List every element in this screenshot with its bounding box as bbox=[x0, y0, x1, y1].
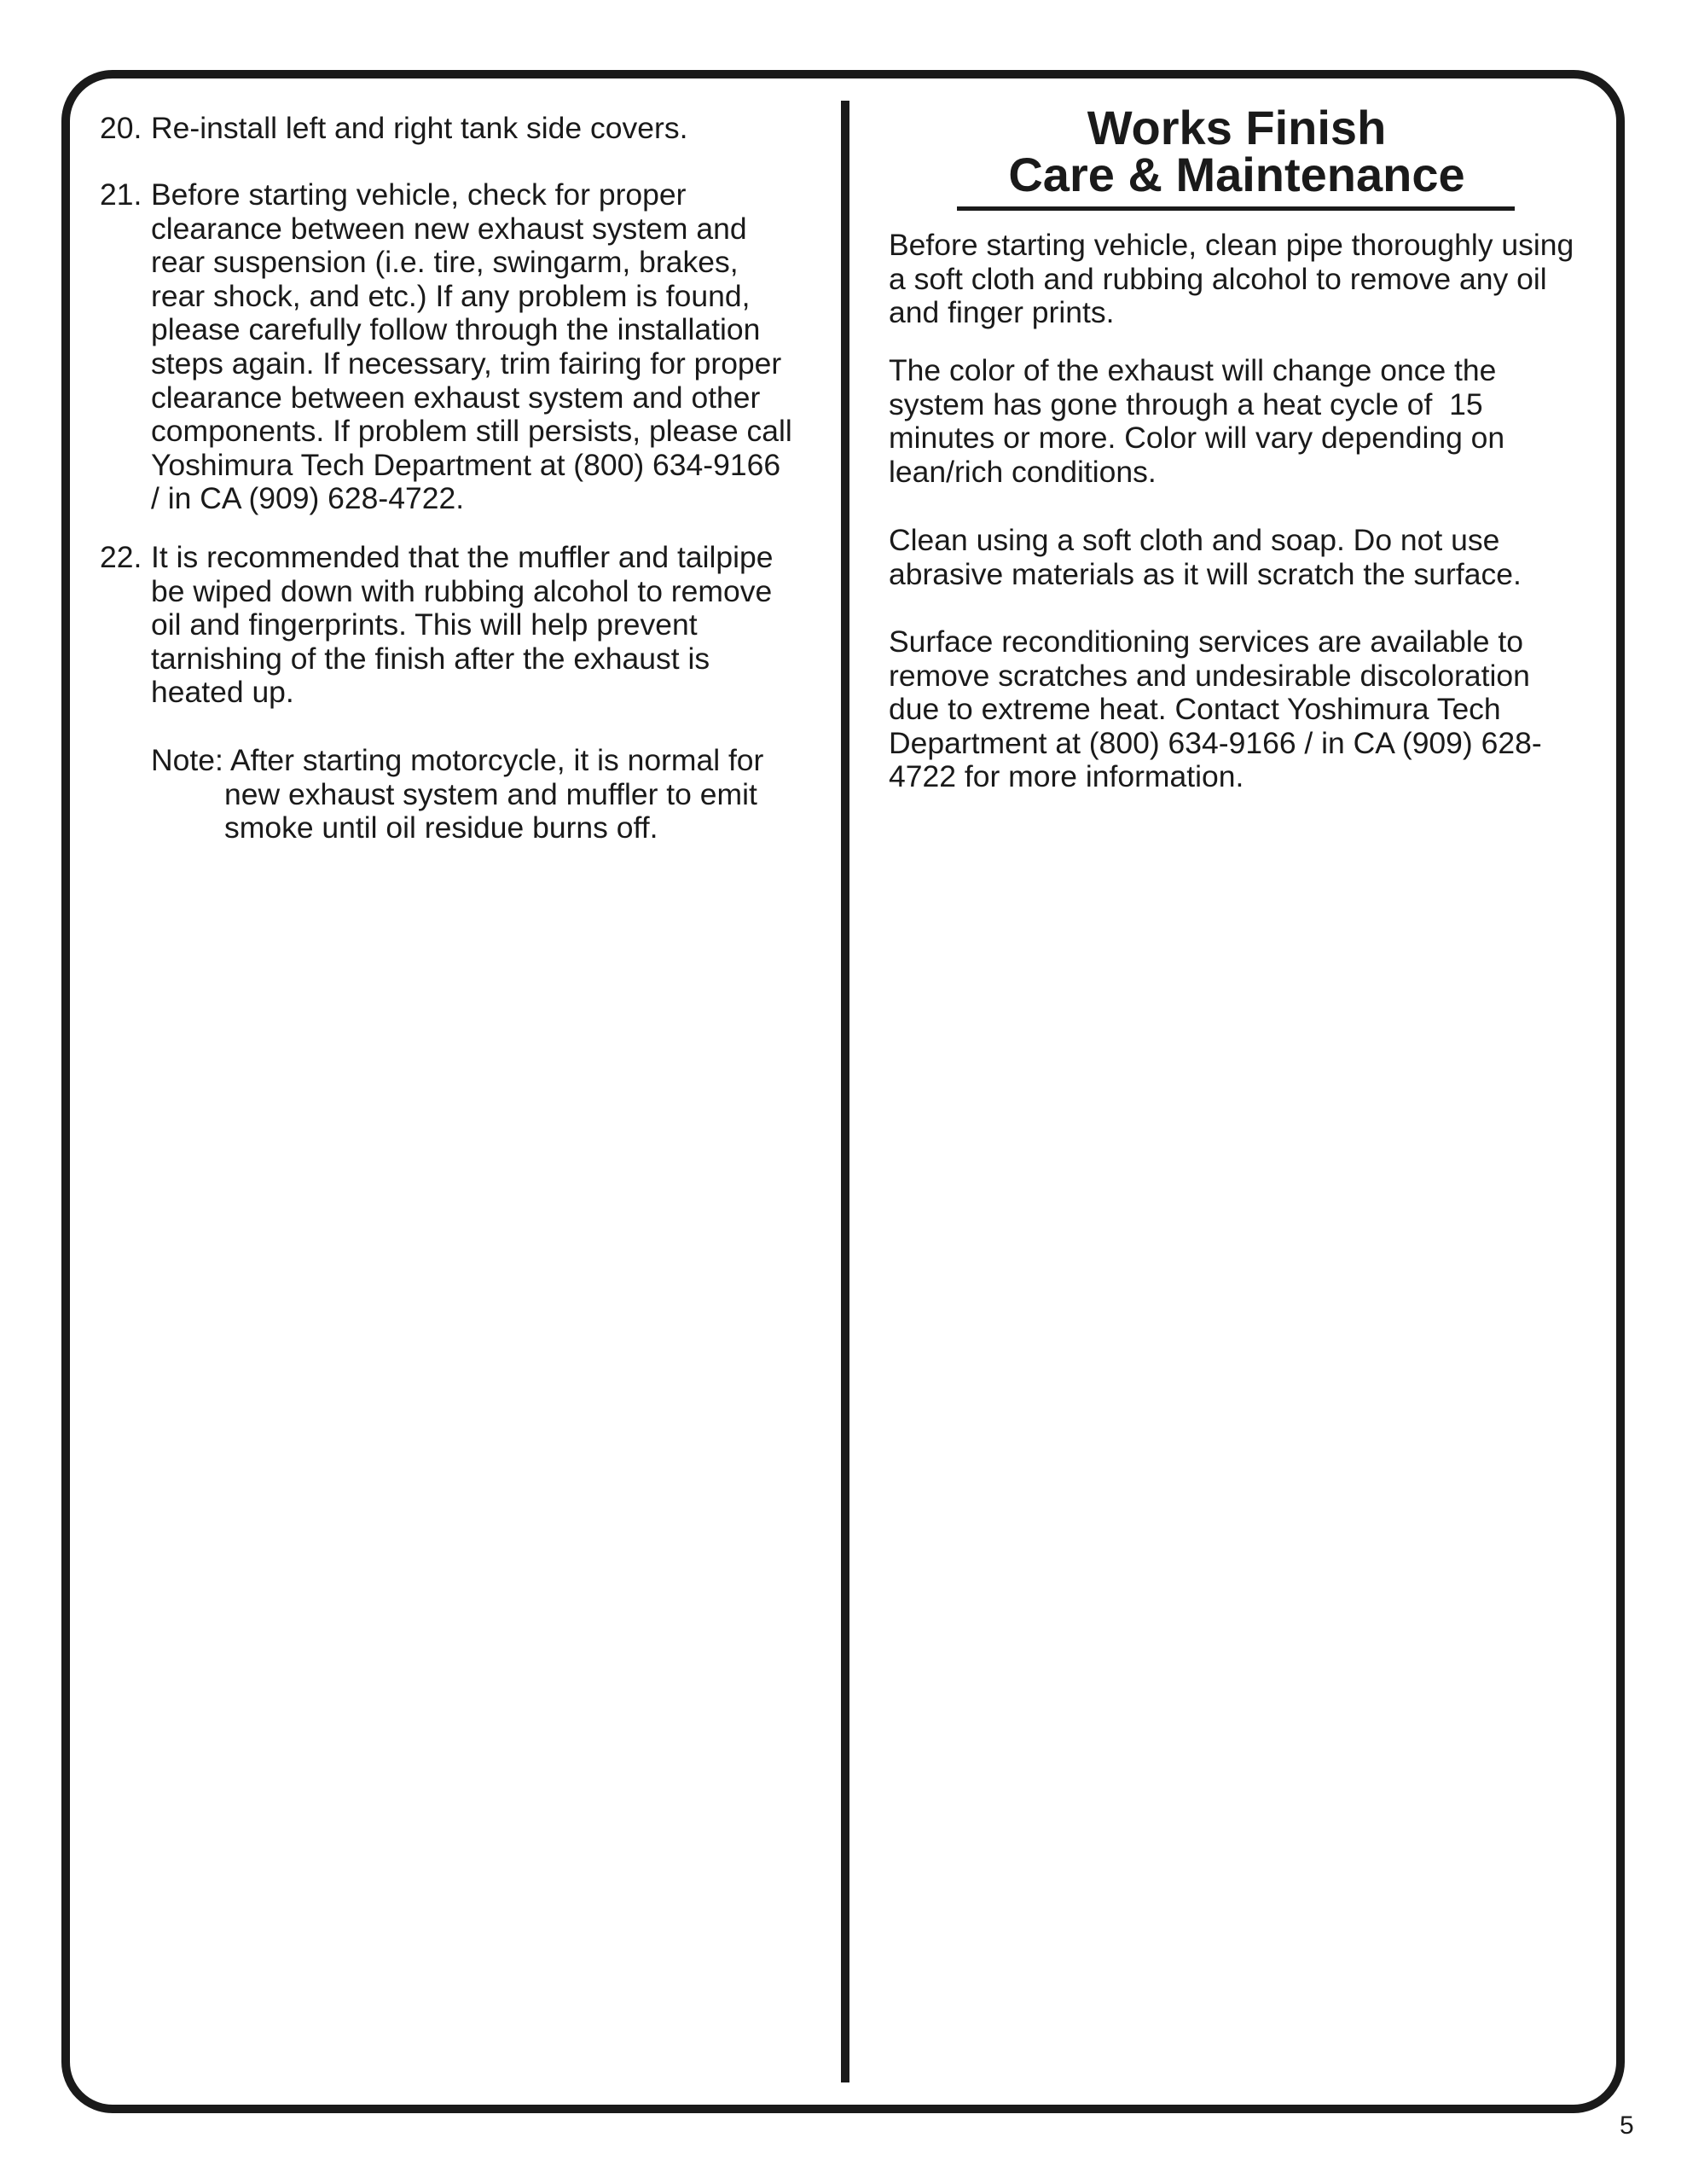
note-first-line: After starting motorcycle, it is normal for bbox=[230, 743, 764, 777]
para-line: system has gone through a heat cycle of 15 bbox=[889, 386, 1483, 421]
step-line: Yoshimura Tech Department at (800) 634-9166 bbox=[151, 447, 781, 482]
step-number: 22. bbox=[100, 540, 142, 574]
page-number: 5 bbox=[1620, 2111, 1634, 2140]
note-line: smoke until oil residue burns off. bbox=[224, 810, 658, 845]
step-line: components. If problem still persists, please call bbox=[151, 414, 792, 449]
para-line: remove scratches and undesirable discoloration bbox=[889, 658, 1530, 693]
step-text bbox=[151, 541, 773, 710]
step-number: 21. bbox=[100, 177, 142, 212]
para-line: minutes or more. Color will vary depending on bbox=[889, 421, 1505, 456]
para-line: The color of the exhaust will change once the bbox=[889, 353, 1497, 387]
column-divider bbox=[841, 101, 849, 2082]
para-line: and finger prints. bbox=[889, 295, 1115, 330]
para-line: lean/rich conditions. bbox=[889, 454, 1157, 489]
step-line: It is recommended that the muffler and tailpipe bbox=[151, 540, 774, 574]
step-line: clearance between exhaust system and other bbox=[151, 380, 761, 415]
heading-line-2: Care & Maintenance bbox=[1008, 148, 1465, 201]
note-line: new exhaust system and muffler to emit bbox=[224, 776, 757, 811]
care-paragraph-1 bbox=[889, 229, 1574, 330]
step-line: rear suspension (i.e. tire, swingarm, brakes, bbox=[151, 245, 739, 280]
step-number: 20. bbox=[100, 111, 142, 145]
para-line: abrasive materials as it will scratch the surface. bbox=[889, 556, 1522, 591]
care-paragraph-2 bbox=[889, 354, 1504, 489]
care-paragraph-3 bbox=[889, 524, 1522, 591]
step-text bbox=[151, 178, 792, 516]
heading-underline bbox=[957, 206, 1515, 211]
note-label: Note: bbox=[151, 743, 223, 777]
step-line: heated up. bbox=[151, 675, 294, 710]
care-paragraph-4 bbox=[889, 625, 1542, 794]
step-line: rear shock, and etc.) If any problem is found, bbox=[151, 278, 751, 313]
step-line: clearance between new exhaust system and bbox=[151, 211, 747, 246]
step-line: please carefully follow through the installation bbox=[151, 312, 761, 347]
step-line: steps again. If necessary, trim fairing for proper bbox=[151, 346, 782, 380]
para-line: due to extreme heat. Contact Yoshimura Tech bbox=[889, 692, 1501, 727]
step-line: / in CA (909) 628-4722. bbox=[151, 481, 465, 516]
para-line: 4722 for more information. bbox=[889, 759, 1244, 794]
step-line: Before starting vehicle, check for proper bbox=[151, 177, 687, 212]
para-line: Surface reconditioning services are available to bbox=[889, 624, 1523, 659]
para-line: Department at (800) 634-9166 / in CA (909) 628- bbox=[889, 725, 1542, 760]
step-line: oil and fingerprints. This will help prevent bbox=[151, 607, 698, 642]
section-heading bbox=[853, 101, 1620, 201]
para-line: a soft cloth and rubbing alcohol to remove any oil bbox=[889, 261, 1547, 296]
para-line: Before starting vehicle, clean pipe thoroughly using bbox=[889, 228, 1574, 262]
note-continuation bbox=[224, 778, 757, 845]
step-line: Re-install left and right tank side covers. bbox=[151, 111, 688, 145]
step-line: tarnishing of the finish after the exhaust is bbox=[151, 641, 710, 676]
heading-line-1: Works Finish bbox=[1087, 101, 1387, 154]
step-text bbox=[151, 112, 687, 146]
step-line: be wiped down with rubbing alcohol to remove bbox=[151, 573, 773, 608]
para-line: Clean using a soft cloth and soap. Do not use bbox=[889, 523, 1500, 557]
